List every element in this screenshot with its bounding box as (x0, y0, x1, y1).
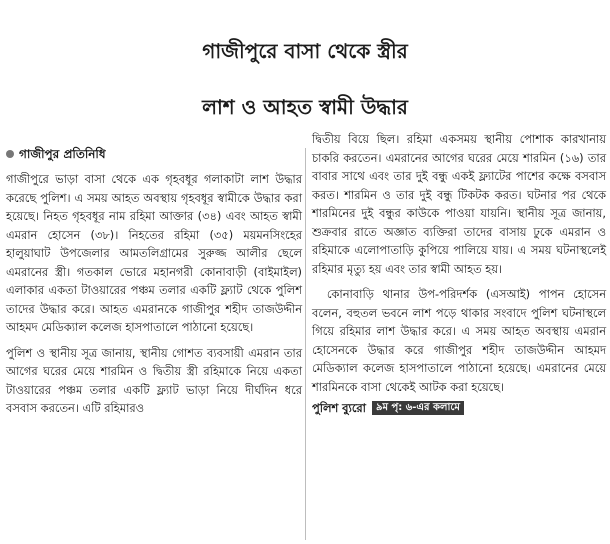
column-divider (305, 148, 306, 540)
bullet-icon (6, 150, 14, 158)
headline-line-1: গাজীপুরে বাসা থেকে স্ত্রীর (202, 39, 408, 64)
left-column (6, 144, 302, 418)
credit: পুলিশ ব্যুরো (312, 401, 366, 415)
article-footer (312, 399, 606, 417)
continued-note: ৯ম পৃ: ৬-এর কলামে (372, 401, 464, 415)
paragraph: গাজীপুরে ভাড়া বাসা থেকে এক গৃহবধূর গলাকাটা লাশ উদ্ধার করেছে পুলিশ। এ সময় আহত অবস্থায় গৃহবধূর স্বামীকে উদ্ধার করা হয়েছে। নিহত গৃহবধূর নাম রহিমা আক্তার (৩৪) এবং আহত স্বামী এমরান হোসেন (৩৮)। নিহতের রহিমা (৩৫) ময়মনসিংহের হালুয়াঘাট উপজেলার আমতলিগ্রামের সুরুজ্জ আলীর ছেলে এমরানের স্ত্রী। গতকাল ভোরে মহানগরী কোনাবাড়ী (বাইমাইল) এলাকার একতা টাওয়ারের পঞ্চম তলার একটি ফ্ল্যাট থেকে পুলিশ তাদের উদ্ধার করে। আহত এমরানকে গাজীপুর শহীদ তাজউদ্দীন আহমদ মেডিক্যাল কলেজ হাসপাতালে পাঠানো হয়েছে। (6, 172, 302, 334)
paragraph: দ্বিতীয় বিয়ে ছিল। রহিমা একসময় স্থানীয় পোশাক কারখানায় চাকরি করতেন। এমরানের আগের ঘরের মেয়ে শারমিন (১৬) তার বাবার সাথে এবং তার দুই বন্ধু একই ফ্ল্যাটের পাশের কক্ষে বসবাস করত। শারমিন ও তার দুই বন্ধু টিকটক করত। ঘটনার পর থেকে শারমিনের দুই বন্ধুর কাউকে পাওয়া যায়নি। স্থানীয় সূত্র জানায়, শুক্রবার রাতে অজ্ঞাত ব্যক্তিরা তাদের বাসায় ঢুকে এমরান ও রহিমাকে এলোপাতাড়ি কুপিয়ে পালিয়ে যায়। এ সময় ঘটনাস্থলেই রহিমার মৃত্যু হয় এবং তার স্বামী আহত হয়। (312, 132, 606, 276)
byline-text: গাজীপুর প্রতিনিধি (19, 147, 106, 161)
byline (6, 144, 302, 164)
right-column (312, 130, 606, 417)
paragraph: কোনাবাড়ি থানার উপ-পরিদর্শক (এসআই) পাপন হোসেন বলেন, বহুতল ভবনে লাশ পড়ে থাকার সংবাদে পুলিশ ঘটনাস্থলে গিয়ে রহিমার লাশ উদ্ধার করে। এ সময় আহত অবস্থায় এমরান হোসেনকে উদ্ধার করে গাজীপুর শহীদ তাজউদ্দীন আহমদ মেডিক্যাল কলেজ হাসপাতালে পাঠানো হয়েছে। এমরানের মেয়ে শারমিনকে বাসা থেকেই আটক করা হয়েছে। (312, 287, 606, 394)
headline-line-2: লাশ ও আহত স্বামী উদ্ধার (202, 95, 408, 120)
headline (0, 23, 610, 135)
paragraph: পুলিশ ও স্থানীয় সূত্র জানায়, স্থানীয় গোশত ব্যবসায়ী এমরান তার আগের ঘরের মেয়ে শারমিন ও দ্বিতীয় স্ত্রী রহিমাকে নিয়ে একতা টাওয়ারের পঞ্চম তলার একটি ফ্ল্যাট ভাড়া নিয়ে দীর্ঘদিন ধরে বসবাস করতেন। এটি রহিমারও (6, 345, 302, 415)
